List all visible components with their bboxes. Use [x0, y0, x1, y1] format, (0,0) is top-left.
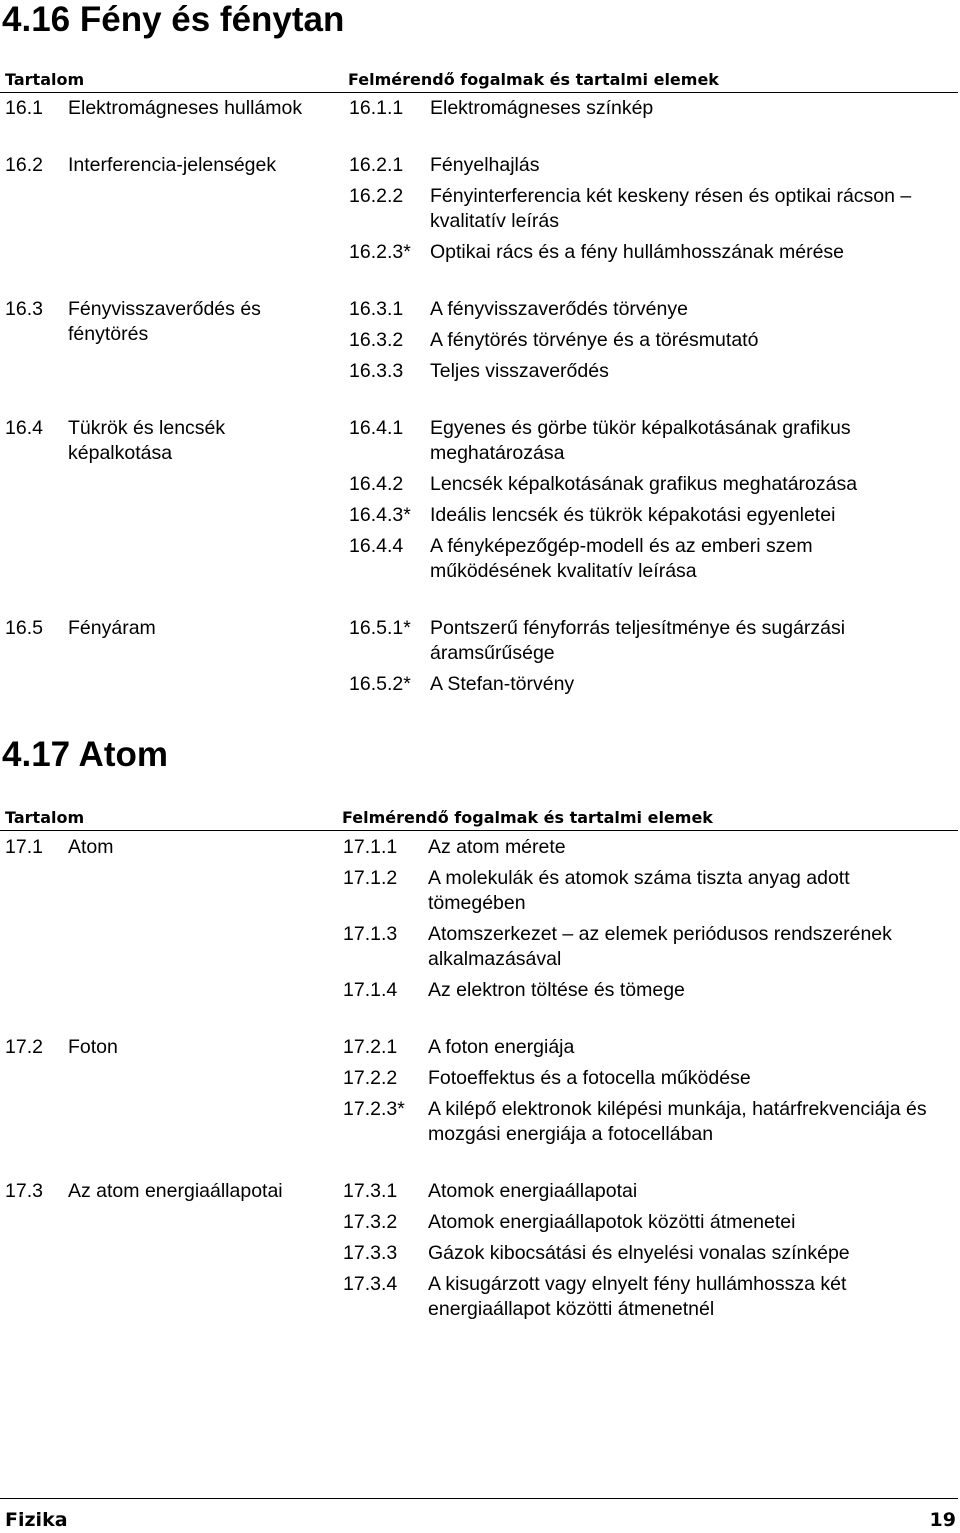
topic-number: 16.3: [5, 298, 43, 320]
table-group: [0, 153, 958, 265]
table-row: [0, 534, 958, 584]
table-row: [0, 978, 958, 1003]
item-code: 17.1.1: [343, 836, 398, 858]
item-description: Az atom mérete: [428, 836, 566, 858]
table-group: [0, 297, 958, 384]
header-assessed-concepts: Felmérendő fogalmak és tartalmi elemek: [342, 808, 713, 827]
topic-number: 16.5: [5, 617, 43, 639]
item-code: 17.2.1: [343, 1036, 398, 1058]
item-code: 17.1.4: [343, 979, 398, 1001]
topic-name: Elektromágneses hullámok: [68, 97, 303, 119]
item-code: 16.3.1: [349, 298, 404, 320]
item-code: 16.4.4: [349, 535, 404, 557]
item-description: Elektromágneses színkép: [430, 97, 654, 119]
item-description: A Stefan-törvény: [430, 673, 575, 695]
table-row: [0, 922, 958, 972]
item-description: Optikai rács és a fény hullámhosszának mérése: [430, 241, 845, 263]
item-description: Atomok energiaállapotok közötti átmenetei: [428, 1211, 796, 1233]
table-row: [0, 96, 958, 121]
table-row: [0, 866, 958, 916]
section-title: 4.17 Atom: [2, 735, 168, 774]
table-row: [0, 416, 958, 466]
page-footer: [0, 1498, 958, 1533]
table-row: [0, 1179, 958, 1204]
item-code: 17.3.4: [343, 1273, 398, 1295]
topic-number: 16.2: [5, 154, 43, 176]
topic-number: 17.3: [5, 1180, 43, 1202]
item-code: 17.1.2: [343, 867, 398, 889]
topic-number: 16.1: [5, 97, 43, 119]
topic-name: Atom: [68, 836, 114, 858]
table-row: [0, 153, 958, 178]
item-code: 16.2.3*: [349, 241, 411, 263]
item-code: 16.3.2: [349, 329, 404, 351]
header-contents: Tartalom: [5, 808, 85, 827]
item-description: Fotoeffektus és a fotocella működése: [428, 1067, 751, 1089]
item-description: A fénytörés törvénye és a törésmutató: [430, 329, 759, 351]
item-code: 16.5.2*: [349, 673, 411, 695]
footer-subject: Fizika: [5, 1509, 68, 1531]
table-group: [0, 1179, 958, 1322]
topic-name: Tükrök és lencsék képalkotása: [68, 417, 226, 464]
item-description: Pontszerű fényforrás teljesítménye és sugárzási áramsűrűsége: [430, 617, 846, 664]
table-row: [0, 1272, 958, 1322]
header-contents: Tartalom: [5, 70, 85, 89]
table-row: [0, 672, 958, 697]
item-code: 16.2.2: [349, 185, 404, 207]
topic-number: 16.4: [5, 417, 43, 439]
item-description: Lencsék képalkotásának grafikus meghatározása: [430, 473, 858, 495]
topic-name: Az atom energiaállapotai: [68, 1180, 283, 1202]
item-description: Atomok energiaállapotai: [428, 1180, 638, 1202]
section-title: 4.16 Fény és fénytan: [2, 0, 345, 39]
item-description: Gázok kibocsátási és elnyelési vonalas színképe: [428, 1242, 850, 1264]
table-row: [0, 240, 958, 265]
table-header: [0, 70, 958, 93]
item-description: Fényinterferencia két keskeny résen és optikai rácson – kvalitatív leírás: [430, 185, 912, 232]
table-row: [0, 184, 958, 234]
item-description: A kilépő elektronok kilépési munkája, határfrekvenciája és mozgási energiája a fotocellában: [428, 1098, 927, 1145]
item-description: A fényképezőgép-modell és az emberi szem működésének kvalitatív leírása: [430, 535, 813, 582]
table-row: [0, 835, 958, 860]
item-code: 16.4.3*: [349, 504, 411, 526]
topic-number: 17.2: [5, 1036, 43, 1058]
table-row: [0, 328, 958, 353]
item-code: 16.4.1: [349, 417, 404, 439]
table-group: [0, 835, 958, 1003]
table-row: [0, 472, 958, 497]
item-code: 17.3.1: [343, 1180, 398, 1202]
topic-number: 17.1: [5, 836, 43, 858]
item-description: Atomszerkezet – az elemek periódusos rendszerének alkalmazásával: [428, 923, 892, 970]
item-code: 16.4.2: [349, 473, 404, 495]
item-code: 17.1.3: [343, 923, 398, 945]
item-description: A molekulák és atomok száma tiszta anyag adott tömegében: [428, 867, 850, 914]
item-code: 16.2.1: [349, 154, 404, 176]
table-row: [0, 1035, 958, 1060]
item-description: Ideális lencsék és tükrök képakotási egyenletei: [430, 504, 836, 526]
table-header: [0, 808, 958, 831]
item-description: A kisugárzott vagy elnyelt fény hullámhossza két energiaállapot közötti átmenetnél: [428, 1273, 847, 1320]
table-row: [0, 1210, 958, 1235]
topic-name: Foton: [68, 1036, 118, 1058]
topic-name: Fényáram: [68, 617, 156, 639]
item-code: 16.1.1: [349, 97, 404, 119]
topic-name: Interferencia-jelenségek: [68, 154, 277, 176]
table-group: [0, 616, 958, 697]
topic-name: Fényvisszaverődés és fénytörés: [68, 298, 261, 345]
table-row: [0, 503, 958, 528]
table-row: [0, 616, 958, 666]
item-code: 16.3.3: [349, 360, 404, 382]
item-description: A foton energiája: [428, 1036, 575, 1058]
table-row: [0, 1241, 958, 1266]
table-group: [0, 96, 958, 121]
item-description: Fényelhajlás: [430, 154, 540, 176]
item-code: 17.2.3*: [343, 1098, 405, 1120]
table-row: [0, 1097, 958, 1147]
table-row: [0, 359, 958, 384]
page-number: 19: [929, 1509, 956, 1531]
table-group: [0, 1035, 958, 1147]
table-row: [0, 1066, 958, 1091]
item-description: Egyenes és görbe tükör képalkotásának grafikus meghatározása: [430, 417, 851, 464]
table-group: [0, 416, 958, 584]
item-code: 17.3.2: [343, 1211, 398, 1233]
item-code: 17.2.2: [343, 1067, 398, 1089]
header-assessed-concepts: Felmérendő fogalmak és tartalmi elemek: [348, 70, 719, 89]
item-description: Az elektron töltése és tömege: [428, 979, 685, 1001]
item-code: 17.3.3: [343, 1242, 398, 1264]
item-code: 16.5.1*: [349, 617, 411, 639]
item-description: Teljes visszaverődés: [430, 360, 609, 382]
item-description: A fényvisszaverődés törvénye: [430, 298, 688, 320]
